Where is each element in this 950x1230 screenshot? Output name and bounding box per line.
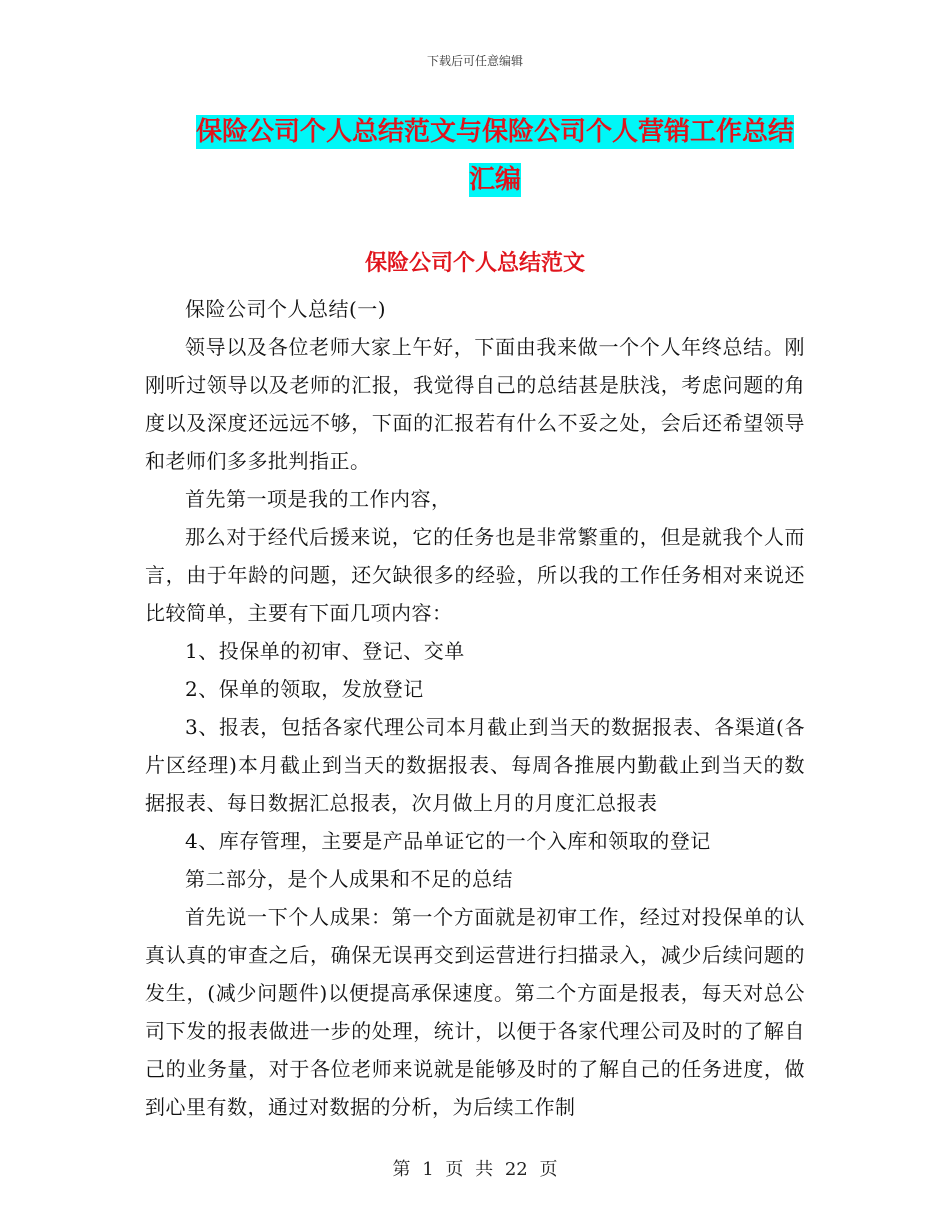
body-paragraph-subtitle: 保险公司个人总结(一): [185, 297, 387, 321]
document-title-line-1: 保险公司个人总结范文与保险公司个人营销工作总结: [195, 117, 794, 147]
section-heading: 保险公司个人总结范文: [364, 251, 585, 276]
list-item: 3、报表，包括各家代理公司本月截止到当天的数据报表、各渠道(各片区经理)本月截止到当天的数据报表、每周各推展内勤截止到当天的数据报表、每日数据汇总报表，次月做上月的月度汇总报表: [145, 715, 805, 815]
page-number: 第 1 页 共 22 页: [392, 1159, 558, 1180]
body-paragraph: 首先说一下个人成果：第一个方面就是初审工作，经过对投保单的认真认真的审查之后，确保无误再交到运营进行扫描录入，减少后续问题的发生，(减少问题件)以便提高承保速度。第二个方面是报表，每天对总公司下发的报表做进一步的处理，统计，以便于各家代理公司及时的了解自己的业务量，对于各位老师来说就是能够及时的了解自己的任务进度，做到心里有数，通过对数据的分析，为后续工作制: [145, 905, 805, 1119]
body-paragraph: 首先第一项是我的工作内容，: [185, 487, 452, 511]
body-paragraph: 那么对于经代后援来说，它的任务也是非常繁重的，但是就我个人而言，由于年龄的问题，还欠缺很多的经验，所以我的工作任务相对来说还比较简单，主要有下面几项内容：: [145, 525, 805, 625]
document-title: [145, 108, 845, 204]
list-item: 1、投保单的初审、登记、交单: [185, 639, 465, 663]
body-paragraph: 第二部分，是个人成果和不足的总结: [185, 867, 513, 891]
list-item: 4、库存管理，主要是产品单证它的一个入库和领取的登记: [185, 829, 711, 853]
document-body: [145, 290, 805, 1126]
page-header-note: 下载后可任意编辑: [426, 54, 523, 68]
list-item: 2、保单的领取，发放登记: [185, 677, 424, 701]
document-title-line-2: 汇编: [468, 165, 521, 195]
body-paragraph: 领导以及各位老师大家上午好，下面由我来做一个个人年终总结。刚刚听过领导以及老师的汇报，我觉得自己的总结甚是肤浅，考虑问题的角度以及深度还远远不够，下面的汇报若有什么不妥之处，会后还希望领导和老师们多多批判指正。: [145, 335, 805, 473]
